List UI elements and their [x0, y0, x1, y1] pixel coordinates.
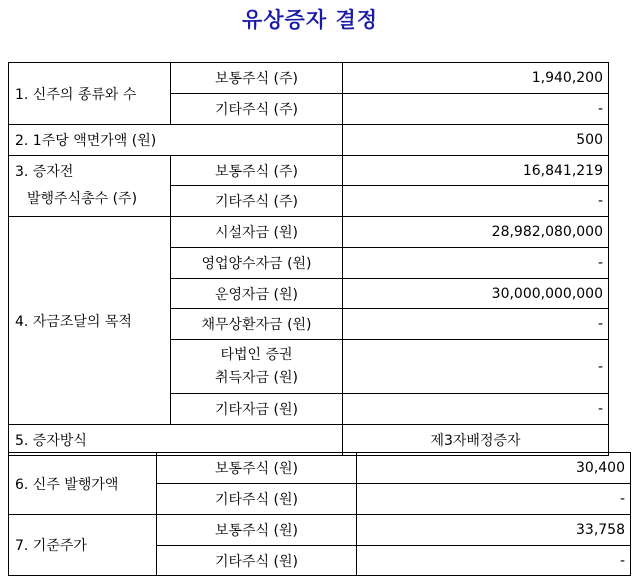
issue-price-common-label: 보통주식 (원)	[157, 453, 357, 484]
par-value-value: 500	[343, 125, 609, 156]
issued-before-label	[9, 156, 171, 217]
table-row	[9, 125, 609, 156]
method-value: 제3자배정증자	[343, 425, 609, 456]
purpose-other-value: -	[343, 394, 609, 425]
new-shares-other-label: 기타주식 (주)	[171, 94, 343, 125]
purpose-other-label: 기타자금 (원)	[171, 394, 343, 425]
purpose-business-acquisition-label: 영업양수자금 (원)	[171, 248, 343, 279]
new-shares-other-value: -	[343, 94, 609, 125]
base-price-other-value: -	[357, 546, 631, 576]
purpose-label: 4. 자금조달의 목적	[9, 217, 171, 425]
purpose-debt-repayment-value: -	[343, 309, 609, 340]
issue-price-common-value: 30,400	[357, 453, 631, 484]
issued-before-common-label: 보통주식 (주)	[171, 156, 343, 186]
page-title: 유상증자 결정	[241, 7, 379, 32]
method-label: 5. 증자방식	[9, 425, 343, 456]
issue-price-other-label: 기타주식 (원)	[157, 484, 357, 515]
base-price-label: 7. 기준주가	[9, 515, 157, 576]
new-shares-common-label: 보통주식 (주)	[171, 63, 343, 94]
issued-before-common-value: 16,841,219	[343, 156, 609, 186]
issue-price-other-value: -	[357, 484, 631, 515]
purpose-operating-label: 운영자금 (원)	[171, 279, 343, 309]
base-price-common-value: 33,758	[357, 515, 631, 546]
issue-price-label: 6. 신주 발행가액	[9, 453, 157, 515]
table-row	[9, 217, 609, 248]
base-price-other-label: 기타주식 (원)	[157, 546, 357, 576]
purpose-securities-acquisition-value: -	[343, 340, 609, 394]
purpose-facility-label: 시설자금 (원)	[171, 217, 343, 248]
base-price-common-label: 보통주식 (원)	[157, 515, 357, 546]
rights-offering-table	[8, 62, 609, 456]
table-row	[9, 63, 609, 94]
purpose-debt-repayment-label: 채무상환자금 (원)	[171, 309, 343, 340]
table-row	[9, 515, 631, 546]
issued-before-label-line1: 3. 증자전	[15, 164, 74, 180]
purpose-operating-value: 30,000,000,000	[343, 279, 609, 309]
issued-before-other-value: -	[343, 186, 609, 217]
table-row	[9, 425, 609, 456]
purpose-facility-value: 28,982,080,000	[343, 217, 609, 248]
par-value-label: 2. 1주당 액면가액 (원)	[9, 125, 343, 156]
new-shares-label: 1. 신주의 종류와 수	[9, 63, 171, 125]
issued-before-label-line2: 발행주식총수 (주)	[27, 191, 138, 207]
new-shares-common-value: 1,940,200	[343, 63, 609, 94]
price-table	[8, 452, 631, 576]
table-row	[9, 453, 631, 484]
issued-before-other-label: 기타주식 (주)	[171, 186, 343, 217]
purpose-securities-label-line1: 타법인 증권	[220, 346, 293, 363]
table-row	[9, 156, 609, 186]
purpose-securities-label-line2: 취득자금 (원)	[215, 369, 298, 386]
purpose-securities-acquisition-label	[171, 340, 343, 394]
purpose-business-acquisition-value: -	[343, 248, 609, 279]
